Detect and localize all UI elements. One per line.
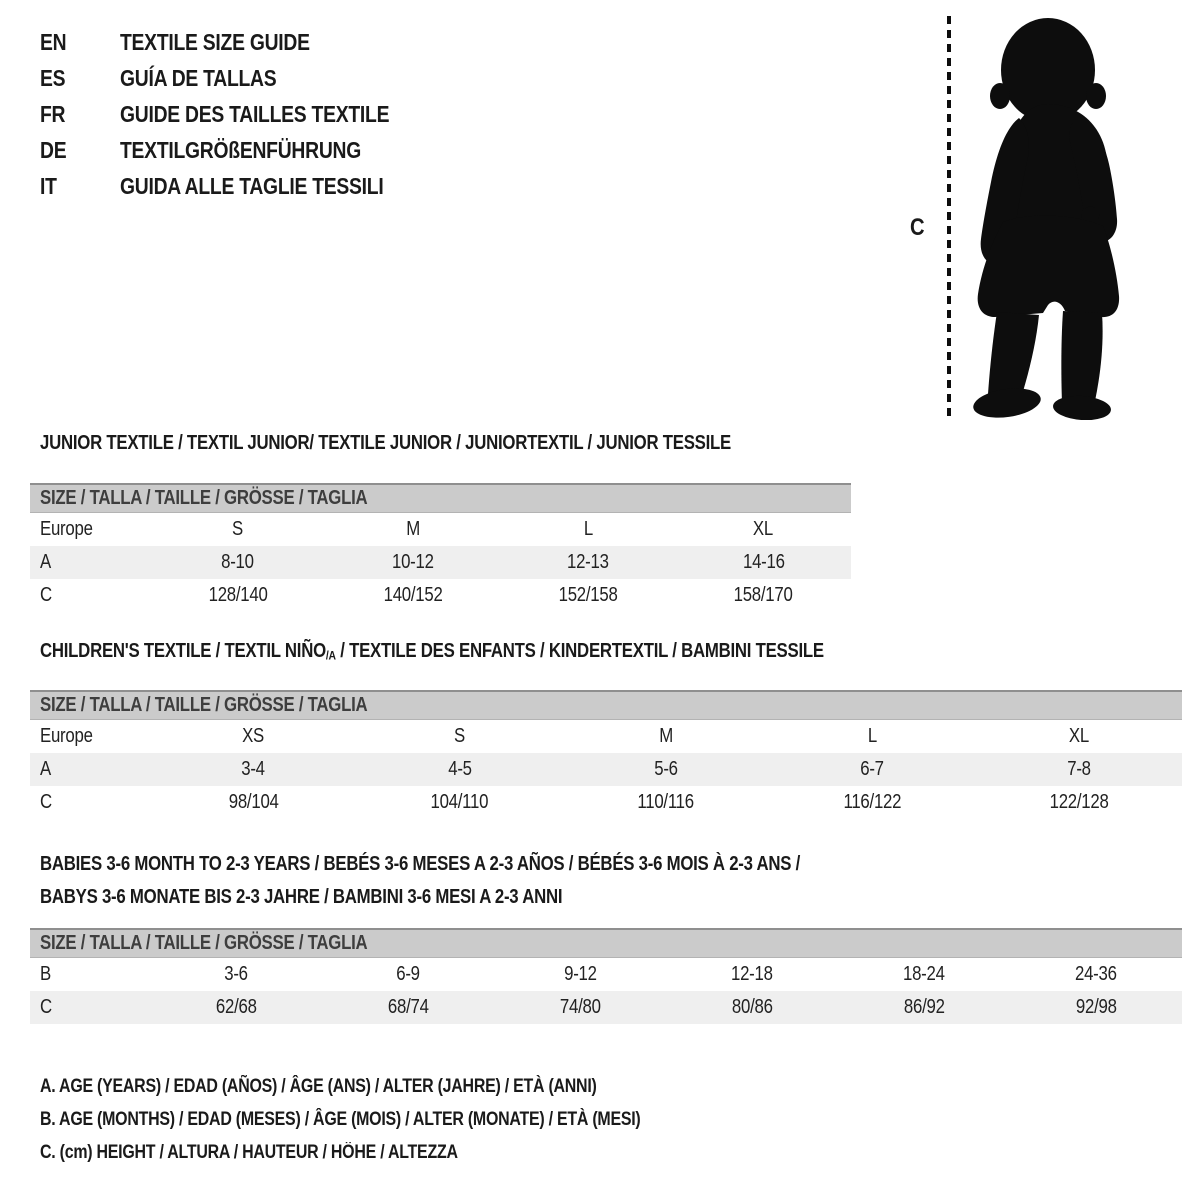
cell-value: 158/170 — [733, 584, 793, 606]
language-code: ES — [40, 64, 66, 91]
legend-line-a: A. AGE (YEARS) / EDAD (AÑOS) / ÂGE (ANS) / ALTER (JAHRE) / ETÀ (ANNI) — [40, 1075, 597, 1097]
size-header-bar: SIZE / TALLA / TAILLE / GRÖSSE / TAGLIA — [30, 483, 851, 513]
cell-value: 80/86 — [731, 996, 773, 1018]
table-row-months — [30, 958, 1182, 991]
language-list — [40, 24, 441, 204]
cell-value: 6-7 — [860, 758, 885, 780]
language-row-en — [40, 24, 441, 60]
measure-c-label: C — [910, 214, 925, 241]
cell-value: M — [659, 725, 673, 747]
cell-value: XL — [753, 518, 774, 540]
cell-value: 62/68 — [215, 996, 257, 1018]
cell-value: 140/152 — [383, 584, 443, 606]
cell-value: XL — [1068, 725, 1089, 747]
cell-value: 74/80 — [559, 996, 601, 1018]
table-row-europe — [30, 720, 1182, 753]
junior-section-title: JUNIOR TEXTILE / TEXTIL JUNIOR/ TEXTILE JUNIOR / JUNIORTEXTIL / JUNIOR TESSILE — [40, 432, 732, 454]
junior-size-table — [30, 483, 851, 612]
cell-value: 24-36 — [1075, 963, 1117, 985]
language-code: EN — [40, 28, 67, 55]
height-measure-dashed-line — [947, 16, 951, 418]
table-row-height — [30, 991, 1182, 1024]
row-label: B — [40, 963, 51, 985]
language-code: FR — [40, 100, 66, 127]
table-row-height — [30, 579, 851, 612]
language-row-de — [40, 132, 441, 168]
children-section-title: CHILDREN'S TEXTILE / TEXTIL $NIÑO_{/A}$ / TEXTILE DES ENFANTS / KINDERTEXTIL / BAMBINI TESSILE — [40, 640, 824, 663]
language-title: GUÍA DE TALLAS — [120, 64, 277, 91]
cell-value: XS — [242, 725, 265, 747]
cell-value: 12-13 — [567, 551, 609, 573]
language-code: DE — [40, 136, 67, 163]
language-row-fr — [40, 96, 441, 132]
row-label: Europe — [40, 725, 93, 747]
legend-line-c: C. (cm) HEIGHT / ALTURA / HAUTEUR / HÖHE / ALTEZZA — [40, 1141, 458, 1163]
row-label: C — [40, 791, 52, 813]
babies-size-table — [30, 928, 1182, 1024]
row-label: Europe — [40, 518, 93, 540]
cell-value: 92/98 — [1075, 996, 1117, 1018]
cell-value: 8-10 — [221, 551, 254, 573]
cell-value: 9-12 — [563, 963, 597, 985]
cell-value: 18-24 — [903, 963, 945, 985]
baby-silhouette-icon — [960, 12, 1140, 420]
cell-value: L — [583, 518, 593, 540]
language-title: TEXTILGRÖßENFÜHRUNG — [120, 136, 362, 163]
cell-value: 116/122 — [843, 791, 902, 813]
table-row-age — [30, 753, 1182, 786]
row-label: A — [40, 758, 51, 780]
table-row-europe — [30, 513, 851, 546]
table-row-age — [30, 546, 851, 579]
cell-value: 152/158 — [558, 584, 618, 606]
cell-value: 68/74 — [387, 996, 429, 1018]
language-title: GUIDE DES TAILLES TEXTILE — [120, 100, 390, 127]
cell-value: 3-6 — [224, 963, 248, 985]
language-title: TEXTILE SIZE GUIDE — [120, 28, 310, 55]
row-label: A — [40, 551, 51, 573]
legend-line-b: B. AGE (MONTHS) / EDAD (MESES) / ÂGE (MOIS) / ALTER (MONATE) / ETÀ (MESI) — [40, 1108, 641, 1130]
size-header-bar: SIZE / TALLA / TAILLE / GRÖSSE / TAGLIA — [30, 928, 1182, 958]
table-row-height — [30, 786, 1182, 819]
cell-value: 86/92 — [903, 996, 945, 1018]
cell-value: 3-4 — [241, 758, 265, 780]
nino-a-subscript: /A — [325, 648, 336, 663]
cell-value: L — [867, 725, 877, 747]
language-row-it — [40, 168, 441, 204]
language-row-es — [40, 60, 441, 96]
cell-value: 10-12 — [392, 551, 434, 573]
cell-value: 104/110 — [430, 791, 489, 813]
cell-value: 6-9 — [396, 963, 420, 985]
cell-value: 98/104 — [228, 791, 279, 813]
cell-value: 5-6 — [654, 758, 678, 780]
children-size-table — [30, 690, 1182, 819]
cell-value: 110/116 — [637, 791, 695, 813]
cell-value: M — [405, 518, 420, 540]
language-code: IT — [40, 172, 57, 199]
language-title: GUIDA ALLE TAGLIE TESSILI — [120, 172, 384, 199]
babies-title-line2: BABYS 3-6 MONATE BIS 2-3 JAHRE / BAMBINI 3-6 MESI A 2-3 ANNI — [40, 886, 563, 908]
cell-value: 128/140 — [208, 584, 268, 606]
babies-section-title — [40, 848, 945, 914]
cell-value: 122/128 — [1049, 791, 1109, 813]
babies-title-line1: BABIES 3-6 MONTH TO 2-3 YEARS / BEBÉS 3-6 MESES A 2-3 AÑOS / BÉBÉS 3-6 MOIS À 2-3 ANS / — [40, 853, 801, 875]
cell-value: S — [454, 725, 466, 747]
cell-value: 12-18 — [731, 963, 773, 985]
cell-value: 14-16 — [742, 551, 785, 573]
cell-value: S — [232, 518, 244, 540]
legend — [40, 1070, 755, 1169]
size-header-bar: SIZE / TALLA / TAILLE / GRÖSSE / TAGLIA — [30, 690, 1182, 720]
row-label: C — [40, 584, 52, 606]
row-label: C — [40, 996, 52, 1018]
cell-value: 4-5 — [447, 758, 472, 780]
cell-value: 7-8 — [1067, 758, 1091, 780]
